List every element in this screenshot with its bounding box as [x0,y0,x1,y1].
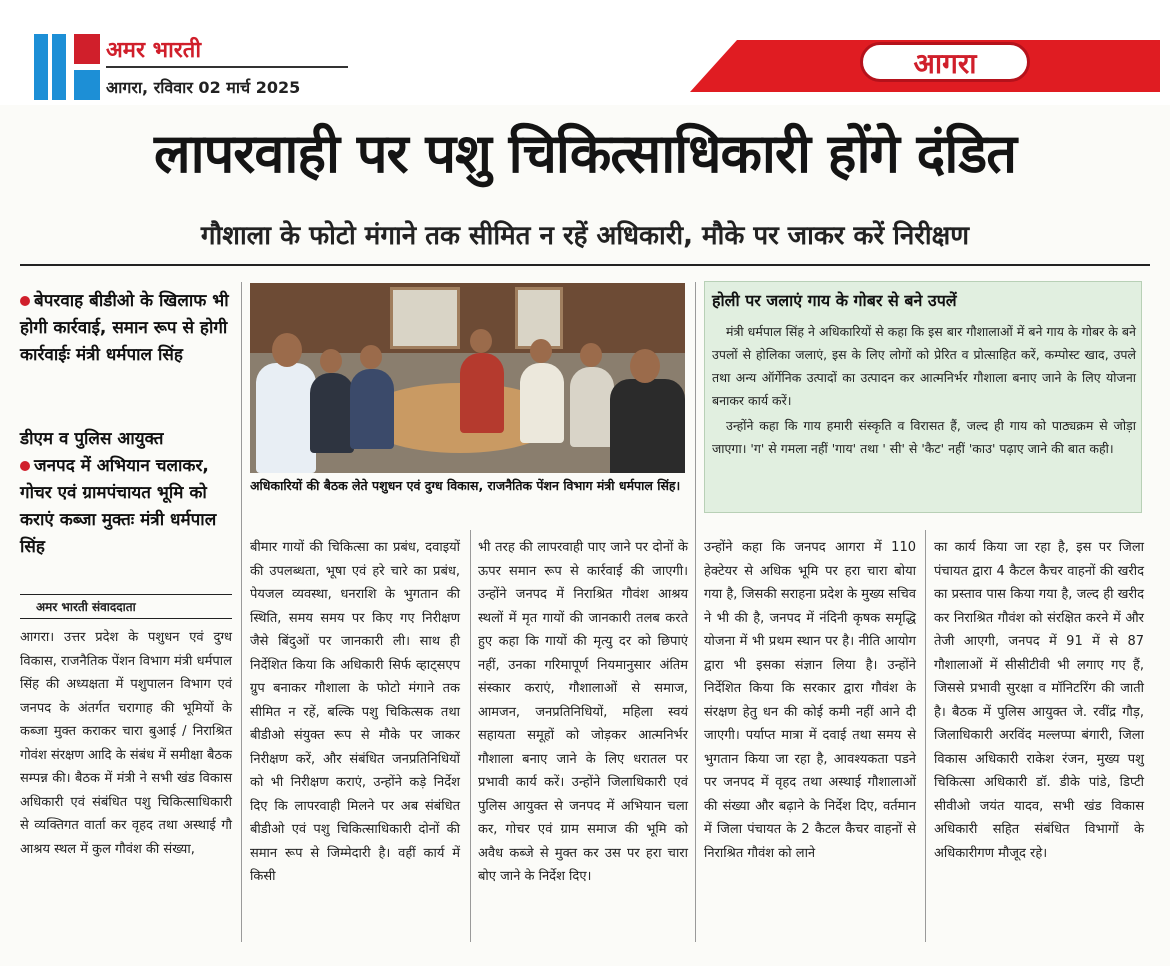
highlight-2-intro: डीएम व पुलिस आयुक्त [20,429,164,449]
sidebox-text [712,320,1136,460]
meeting-photo [250,283,685,473]
bullet-icon [20,296,30,306]
masthead-divider [106,66,348,68]
subheadline: गौशाला के फोटो मंगाने तक सीमित न रहें अधिकारी, मौके पर जाकर करें निरीक्षण [200,221,970,251]
column-divider [470,530,471,942]
headline-divider [20,264,1150,266]
newspaper-name: अमर भारती [106,37,202,63]
masthead [0,0,1170,105]
column-divider [241,282,242,942]
bullet-icon [20,461,30,471]
city-label: आगरा [913,47,977,80]
byline-rule [20,594,232,595]
byline-rule [20,618,232,619]
body-column-5: का कार्य किया जा रहा है, इस पर जिला पंचायत द्वारा 4 कैटल कैचर वाहनों की खरीद का प्रस्ताव पास किया गया है, जल्द ही खरीद कर निराश्रित गौवंश को संरक्षित करने में और तेजी आएगी, जनपद में 91 में से 87 गौशालाओं में सीसीटीवी भी लगाए गए हैं, जिससे प्रभावी सुरक्षा व मॉनिटरिंग की जाती है। बैठक में पुलिस आयुक्त जे. रवींद्र गौड़, जिलाधिकारी अरविंद मल्लप्पा बंगारी, जिला विकास अधिकारी राकेश रंजन, मुख्य पशु चिकित्सा अधिकारी डॉ. डीके पांडे, डिप्टी सीवीओ जयंत यादव, सभी खंड विकास अधिकारी सहित संबंधित विभागों के अधिकारीगण मौजूद रहे। [934,540,1144,861]
highlight-2: जनपद में अभियान चलाकर, गोचर एवं ग्रामपंचायत भूमि को कराएं कब्जा मुक्तः मंत्री धर्मपाल सिंह [20,456,217,557]
photo-caption: अधिकारियों की बैठक लेते पशुधन एवं दुग्ध विकास, राजनैतिक पेंशन विभाग मंत्री धर्मपाल सिंह। [250,478,681,493]
body-column-3: भी तरह की लापरवाही पाए जाने पर दोनों के ऊपर समान रूप से कार्रवाई की जाएगी। उन्होंने जनपद में निराश्रित गौवंश आश्रय स्थलों में मृत गायों की जानकारी तलब करते हुए कहा कि गायों की मृत्यु दर को छिपाएं नहीं, उनका गरिमापूर्ण नियमानुसार अंतिम संस्कार कराएं, गौशालाओं से समाज, आमजन, जनप्रतिनिधियों, महिला स्वयं सहायता समूहों को जोड़कर आत्मनिर्भर गौशाला बनाए जाने के लिए धरातल पर प्रभावी कार्य करें। उन्होंने जिलाधिकारी एवं पुलिस आयुक्त से जनपद में अभियान चला कर, गोचर एवं ग्राम समाज की भूमि को अवैध कब्जे से मुक्त कर उस पर हरा चारा बोए जाने के निर्देश दिए। [478,540,688,884]
byline: अमर भारती संवाददाता [36,600,136,614]
sidebox-paragraph-1: मंत्री धर्मपाल सिंह ने अधिकारियों से कहा कि इस बार गौशालाओं में बने गाय के गोबर के बने उपलों से होलिका जलाएं, इस के लिए लोगों को प्रेरित व प्रोत्साहित करें, कम्पोस्ट खाद, उपले तथा अन्य ऑर्गेनिक उत्पादों का उत्पादन कर आत्मनिर्भर गौशाला बनाए जाने के लिए योजना बनाकर कार्य करें। [712,324,1136,408]
body-column-2: बीमार गायों की चिकित्सा का प्रबंध, दवाइयों की उपलब्धता, भूषा एवं हरे चारे का प्रबंध, पेयजल व्यवस्था, धनराशि के भुगतान की स्थिति, समय समय पर किए गए निरीक्षण जैसे बिंदुओं पर जानकारी ली। साथ ही निर्देशित किया कि अधिकारी सिर्फ व्हाट्सएप ग्रुप बनाकर गौशाला के फोटो मंगाने तक सीमित न रहें, बल्कि पशु चिकित्सक तथा बीडीओ संयुक्त रूप से मौके पर जाकर निरीक्षण करें, और संबंधित जनप्रतिनिधियों को भी निरीक्षण कराएं, उन्होंने कड़े निर्देश दिए कि लापरवाही मिलने पर अब संबंधित बीडीओ एवं पशु चिकित्साधिकारी दोनों की समान रूप से जिम्मेदारी है। वहीं कार्य में किसी [250,540,460,884]
sidebox-title: होली पर जलाएं गाय के गोबर से बने उपलें [712,291,957,310]
body-column-1: आगरा। उत्तर प्रदेश के पशुधन एवं दुग्ध विकास, राजनैतिक पेंशन विभाग मंत्री धर्मपाल सिंह की अध्यक्षता में पशुपालन विभाग एवं जनपद के अंतर्गत चरागाह की भूमियों के कब्जा मुक्त कराकर चारा बुआई / निराश्रित गोवंश संरक्षण आदि के संबंध में समीक्षा बैठक सम्पन्न की। बैठक में मंत्री ने सभी खंड विकास अधिकारी एवं संबंधित पशु चिकित्साधिकारी से व्यक्तिगत वार्ता कर वृहद तथा अस्थाई गौ आश्रय स्थल में कुल गौवंश की संख्या, [20,630,232,857]
column-divider [695,282,696,942]
body-column-4: उन्होंने कहा कि जनपद आगरा में 110 हेक्टेयर से अधिक भूमि पर हरा चारा बोया गया है, जिसकी सराहना प्रदेश के मुख्य सचिव ने भी की है, जनपद में नंदिनी कृषक समृद्धि योजना में भी प्रथम स्थान पर है। नीति आयोग द्वारा भी इसका संज्ञान लिया है। उन्होंने निर्देशित किया कि सरकार द्वारा गौवंश के संरक्षण हेतु धन की कोई कमी नहीं आने दी जाएगी। पर्याप्त मात्रा में दवाई तथा समय से भुगतान किया जा रहा है, आवश्यकता पडने पर जनपद में वृहद तथा अस्थाई गौशालाओं की संख्या और बढ़ाने के निर्देश दिए, वर्तमान में जिला पंचायत के 2 कैटल कैचर वाहनों से निराश्रित गौवंश को लाने [704,540,916,861]
dateline: आगरा, रविवार 02 मार्च 2025 [106,78,301,97]
headline: लापरवाही पर पशु चिकित्साधिकारी होंगे दंडित [154,122,1016,185]
newspaper-logo [34,34,100,100]
sidebox-paragraph-2: उन्होंने कहा कि गाय हमारी संस्कृति व विरासत हैं, जल्द ही गाय को पाठ्यक्रम से जोड़ा जाएगा। 'ग' से गमला नहीं 'गाय' तथा ' सी' से 'कैट' नहीं 'काउ' पढ़ाए जाने की बात कही। [712,418,1136,456]
column-divider [925,530,926,942]
highlight-1: बेपरवाह बीडीओ के खिलाफ भी होगी कार्रवाई, समान रूप से होगी कार्रवाईः मंत्री धर्मपाल सिंह [20,291,229,365]
